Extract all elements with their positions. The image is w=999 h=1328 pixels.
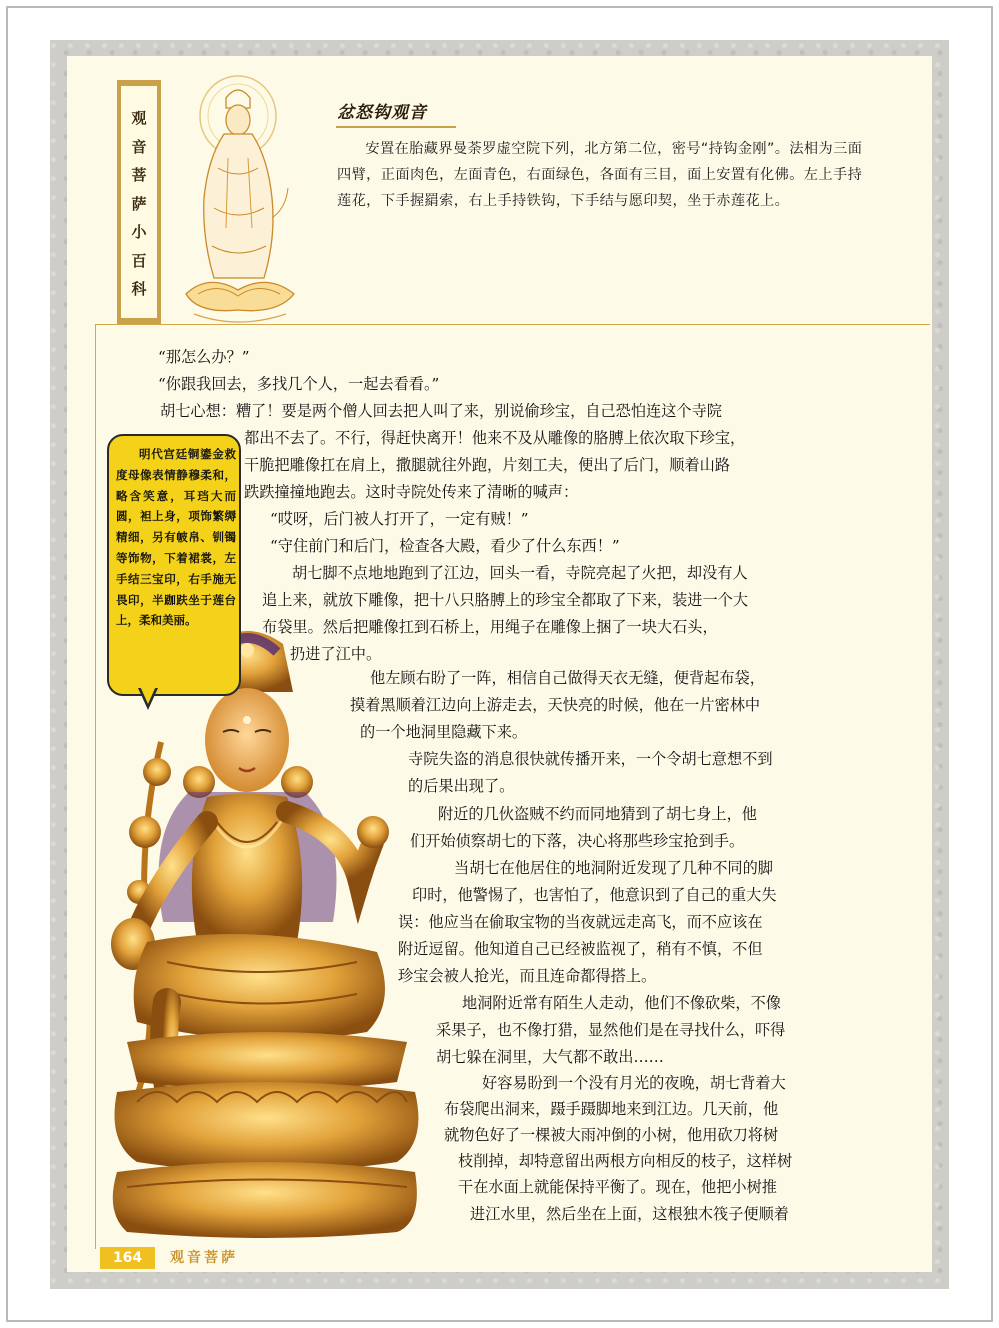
page-number: 164 [100,1247,155,1269]
story-line: “哎呀，后门被人打开了，一定有贼！” [270,510,529,528]
banner-char: 音 [131,137,147,156]
story-line: 胡七躲在洞里，大气都不敢出…… [436,1048,664,1066]
banner-cap-top [117,80,161,86]
story-line: 珍宝会被人抢光，而且连命都得搭上。 [398,967,657,985]
story-line: 误：他应当在偷取宝物的当夜就远走高飞，而不应该在 [398,913,763,931]
story-line: 的一个地洞里隐藏下来。 [360,723,528,741]
story-line: 扔进了江中。 [290,645,382,663]
book-title: 观音菩萨 [170,1250,238,1266]
story-line: 枝削掉，却特意留出两根方向相反的枝子，这样树 [458,1152,793,1170]
banner-char: 小 [131,223,147,241]
story-line: 就物色好了一棵被大雨冲倒的小树，他用砍刀将树 [444,1126,779,1144]
story-line: 跌跌撞撞地跑去。这时寺院处传来了清晰的喊声： [244,483,579,501]
guanyin-sketch-illustration [168,68,318,330]
story-line: 寺院失盗的消息很快就传播开来，一个令胡七意想不到 [408,750,773,768]
story-line: 进江水里，然后坐在上面，这根独木筏子便顺着 [470,1205,789,1223]
section-intro [337,136,867,214]
banner-char: 菩 [131,166,147,184]
story-line: 当胡七在他居住的地洞附近发现了几种不同的脚 [454,859,773,877]
banner-chars [121,104,157,304]
story-line: 附近的几伙盗贼不约而同地猜到了胡七身上，他 [438,805,757,823]
story-line: “你跟我回去，多找几个人，一起去看看。” [158,375,440,393]
story-line: 干脆把雕像扛在肩上，撒腿就往外跑，片刻工夫，便出了后门，顺着山路 [244,456,730,474]
story-line: “那怎么办？” [158,348,250,366]
story-line: 胡七脚不点地地跑到了江边，回头一看，寺院亮起了火把，却没有人 [292,564,748,582]
caption-tail-fill [140,686,156,704]
banner-char: 观 [131,109,147,127]
story-line: 地洞附近常有陌生人走动，他们不像砍柴，不像 [462,994,781,1012]
story-line: 追上来，就放下雕像，把十八只胳膊上的珍宝全都取了下来，装进一个大 [262,591,748,609]
story-line: 印时，他警惕了，也害怕了，他意识到了自己的重大失 [412,886,777,904]
sidebar-banner [117,80,161,324]
story-line: 们开始侦察胡七的下落，决心将那些珍宝抢到手。 [410,832,745,850]
story-line: 采果子，也不像打猎，显然他们是在寻找什么，吓得 [436,1021,786,1039]
banner-char: 科 [131,280,147,298]
vertical-divider [95,324,96,1249]
story-line: 他左顾右盼了一阵，相信自己做得天衣无缝，便背起布袋， [370,669,765,687]
story-line: 布袋爬出洞来，蹑手蹑脚地来到江边。几天前，他 [444,1100,779,1118]
story-line: 好容易盼到一个没有月光的夜晚，胡七背着大 [482,1074,786,1092]
story-line: 附近逗留。他知道自己已经被监视了，稍有不慎，不但 [398,940,763,958]
story-line: 干在水面上就能保持平衡了。现在，他把小树推 [458,1178,777,1196]
caption-text: 明代宫廷铜鎏金救度母像表情静穆柔和，略含笑意，耳珰大而圆，袒上身，项饰繁缛精细，另有帔帛、钏镯等饰物，下着裙裳，左手结三宝印，右手施无畏印，半跏趺坐于莲台上，柔和美丽。 [116,447,236,628]
story-line: 的后果出现了。 [408,777,515,795]
banner-char: 萨 [131,194,147,213]
story-line: 布袋里。然后把雕像扛到石桥上，用绳子在雕像上捆了一块大石头， [262,618,718,636]
story-line: 摸着黑顺着江边向上游走去，天快亮的时候，他在一片密林中 [350,696,761,714]
story-line: 都出不去了。不行，得赶快离开！他来不及从雕像的胳膊上依次取下珍宝， [244,429,746,447]
intro-paragraph: 安置在胎藏界曼荼罗虚空院下列，北方第二位，密号“持钩金刚”。法相为三面四臂，正面肉色，左面青色，右面绿色，各面有三目，面上安置有化佛。左上手持莲花，下手握羂索，右上手持铁钩，下手结与愿印契，坐于赤莲花上。 [337,141,863,209]
story-line: “守住前门和后门，检查各大殿，看少了什么东西！” [270,537,620,555]
story-line: 胡七心想：糟了！要是两个僧人回去把人叫了来，别说偷珍宝，自己恐怕连这个寺院 [160,402,722,420]
section-title: 忿怒钩观音 [337,103,427,123]
horizontal-divider [95,324,930,325]
banner-char: 百 [131,251,147,270]
title-underline [336,126,456,128]
